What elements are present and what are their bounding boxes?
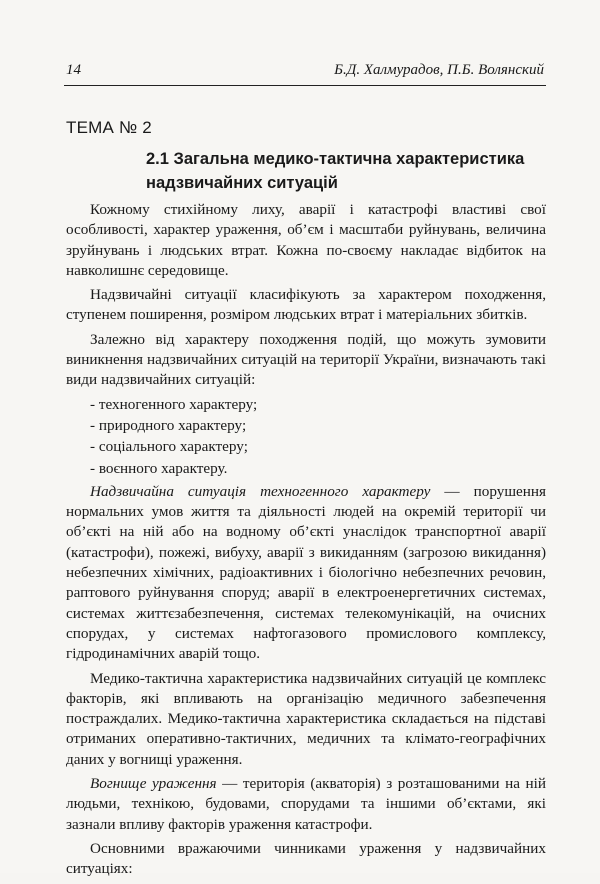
paragraph [66,482,546,665]
list-item: - воєнного характеру. [90,459,228,477]
running-header [66,62,544,84]
paragraph: Медико-тактична характеристика надзвичайних ситуацій це комплекс факторів, які впливають на організацію медичного забезпечення постраждалих. Медико-тактична характеристика складається на підставі отриманих оперативно-тактичних, медичних та клімато-географічних даних у вогнищі ураження. [66,669,546,768]
header-authors: Б.Д. Халмурадов, П.Б. Волянский [334,62,544,78]
section-title: 2.1 Загальна медико-тактична характеристика надзвичайних ситуацій [146,150,525,192]
list-item: - техногенного характеру; [90,395,258,413]
header-rule [64,85,546,86]
list-item: - соціального характеру; [90,438,248,456]
topic-heading: ТЕМА № 2 [66,118,152,137]
list-item: - природного характеру; [90,416,247,434]
paragraph: Кожному стихійному лиху, аварії і катастрофі властиві свої особливості, характер ураження, об’єм і масштаби руйнувань, величина зруйнувань і людських втрат. Кожна по-своєму накладає відбиток на навколишнє середовище. [66,201,546,279]
paragraph: Надзвичайні ситуації класифікують за характером походження, ступенем поширення, розміром людських втрат і матеріальних збитків. [66,286,546,324]
paragraph: Залежно від характеру походження подій, що можуть зумовити виникнення надзвичайних ситуацій на території України, визначають такі види надзвичайних ситуацій: [66,330,546,389]
defined-term: Вогнище ураження [90,775,217,793]
definition-text: — територія (акваторія) з розташованими на ній людьми, технікою, будовами, спорудами та іншими об’єктами, які зазнали впливу факторів ураження катастрофи. [66,775,546,833]
body-text [66,200,546,884]
defined-term: Надзвичайна ситуація техногенного характеру [90,482,431,500]
definition-text: — порушення нормальних умов життя та діяльності людей на окремій території чи об’єкті на ній або на водному об’єкті унаслідок транспортної аварії (катастрофи), пожежі, вибуху, аварії з викиданням (загрозою викидання) небезпечних хімічних, радіоактивних і біологічно небезпечних речовин, раптового руйнування споруд; аварії в електроенергетичних системах, системах життєзабезпечення, системах телекомунікацій, на очисних спорудах, у системах нафтогазового промислового комплексу, гідродинамічних аварій тощо. [66,482,546,663]
paragraph: Основними вражаючими чинниками ураження у надзвичайних ситуаціях: [66,839,546,878]
paragraph [66,774,546,835]
page-number: 14 [66,62,81,78]
